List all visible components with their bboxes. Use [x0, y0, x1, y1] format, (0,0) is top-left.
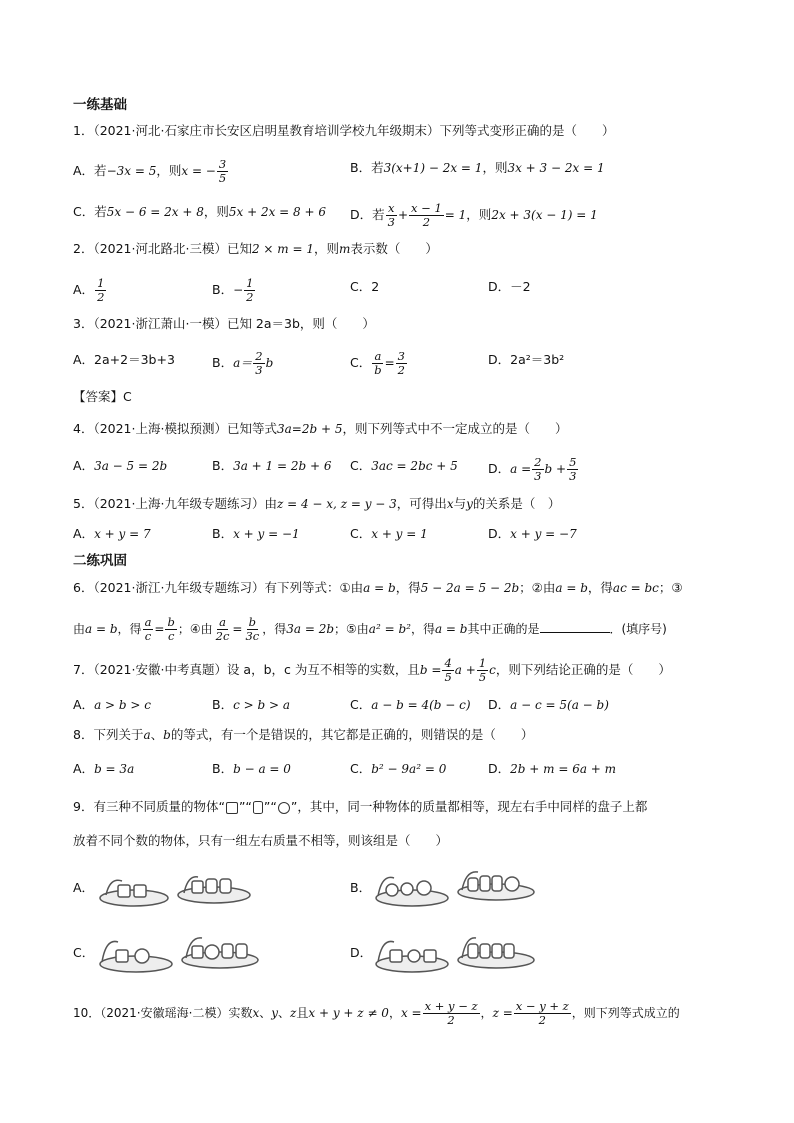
q9-option-a-label: A． [73, 880, 95, 895]
q2-option-a: A． $\frac{1}{2}$ [73, 276, 105, 304]
question-2-stem: 2．（2021·河北路北·三模）已知2 × m = 1，则m表示数（ ） [73, 241, 438, 256]
q4-option-c: C．3ac = 2bc + 5 [350, 458, 458, 473]
section-heading-basics: 一练基础 [73, 97, 127, 113]
q2-option-d: D．－2 [488, 279, 531, 294]
q9-option-d-label: D． [350, 945, 373, 960]
section-heading-consolidation: 二练巩固 [73, 553, 127, 569]
question-7-stem: 7．（2021·安徽·中考真题）设 a，b，c 为互不相等的实数，且b = $\frac{4}{5}$ a + $\frac{1}{5}$ c，则下列结论正确的是（ ） [73, 656, 671, 684]
q1-option-b: B．若3(x+1) − 2x = 1，则3x + 3 − 2x = 1 [350, 160, 605, 175]
cylinder-icon [253, 801, 263, 814]
q7-option-a: A．a > b > c [73, 697, 151, 712]
question-8-stem: 8．下列关于a、b的等式，有一个是错误的，其它都是正确的，则错误的是（ ） [73, 727, 534, 742]
q2-option-c: C．2 [350, 279, 380, 294]
q1-option-a: A．若−3x = 5，则x = − $\frac{3}{5}$ [73, 157, 227, 185]
q8-option-c: C．b² − 9a² = 0 [350, 761, 447, 776]
q3-option-a: A．2a+2＝3b+3 [73, 352, 175, 367]
q9-figure-a [96, 865, 256, 915]
question-6-line-2: 由a = b，得 $\frac{a}{c}$ = $\frac{b}{c}$ ；④由 $\frac{a}{2c}$ = $\frac{b}{3c}$ ，得3a = 2b；⑤由a² = b²，得a = b其中正确的是 ．(填序号) [73, 615, 667, 643]
q3-option-d: D．2a²＝3b² [488, 352, 565, 367]
q5-option-d: D．x + y = −7 [488, 526, 577, 541]
q4-option-d: D．a = $\frac{2}{3}$ b + $\frac{5}{3}$ [488, 455, 577, 483]
question-3-stem: 3．（2021·浙江萧山·一模）已知 2a＝3b，则（ ） [73, 316, 375, 331]
q5-option-b: B．x + y = −1 [212, 526, 300, 541]
q7-option-b: B．c > b > a [212, 697, 291, 712]
q8-option-d: D．2b + m = 6a + m [488, 761, 617, 776]
q5-option-a: A．x + y = 7 [73, 526, 151, 541]
q8-option-a: A．b = 3a [73, 761, 135, 776]
q1-option-d: D．若 $\frac{x}{3}$ + $\frac{x - 1}{2}$ = 1，则2x + 3(x − 1) = 1 [350, 201, 598, 229]
q7-option-d: D．a − c = 5(a − b) [488, 697, 609, 712]
q9-figure-c [96, 928, 266, 980]
question-1-stem: 1．（2021·河北·石家庄市长安区启明星教育培训学校九年级期末）下列等式变形正确的是（ ） [73, 123, 615, 138]
q4-option-b: B．3a + 1 = 2b + 6 [212, 458, 332, 473]
cube-icon [226, 802, 238, 814]
answer-label: 【答案】C [73, 389, 132, 404]
q5-option-c: C．x + y = 1 [350, 526, 428, 541]
q9-option-b-label: B． [350, 880, 372, 895]
question-5-stem: 5．（2021·上海·九年级专题练习）由z = 4 − x, z = y − 3，可得出x与y的关系是（ ） [73, 496, 561, 511]
q8-option-b: B．b − a = 0 [212, 761, 291, 776]
question-9-line-1: 9．有三种不同质量的物体“ ”“ ”“ ”，其中，同一种物体的质量都相等，现左右手中同样的盘子上都 [73, 799, 648, 814]
q9-figure-d [372, 928, 537, 980]
q3-option-c: C． $\frac{a}{b}$ = $\frac{3}{2}$ [350, 349, 405, 377]
answer-blank[interactable] [540, 618, 610, 633]
q4-option-a: A．3a − 5 = 2b [73, 458, 168, 473]
question-10-stem: 10．（2021·安徽瑶海·二模）实数x、y、z且x + y + z ≠ 0，x = $\frac{x + y - z}{2}$ ，z = $\frac{x - y + z}{2}$ ，则下列等式成立的 [73, 999, 680, 1027]
question-6-line-1: 6．（2021·浙江·九年级专题练习）有下列等式：①由a = b，得5 − 2a = 5 − 2b；②由a = b，得ac = bc；③ [73, 580, 683, 595]
question-4-stem: 4．（2021·上海·模拟预测）已知等式3a=2b + 5，则下列等式中不一定成立的是（ ） [73, 421, 568, 436]
q9-option-c-label: C． [73, 945, 95, 960]
question-9-line-2: 放着不同个数的物体，只有一组左右质量不相等，则该组是（ ） [73, 833, 449, 848]
q7-option-c: C．a − b = 4(b − c) [350, 697, 471, 712]
q1-option-c: C．若5x − 6 = 2x + 8，则5x + 2x = 8 + 6 [73, 204, 326, 219]
sphere-icon [278, 802, 290, 814]
q2-option-b: B．− $\frac{1}{2}$ [212, 276, 254, 304]
q9-figure-b [372, 862, 537, 914]
q3-option-b: B．a＝ $\frac{2}{3}$ b [212, 349, 274, 377]
